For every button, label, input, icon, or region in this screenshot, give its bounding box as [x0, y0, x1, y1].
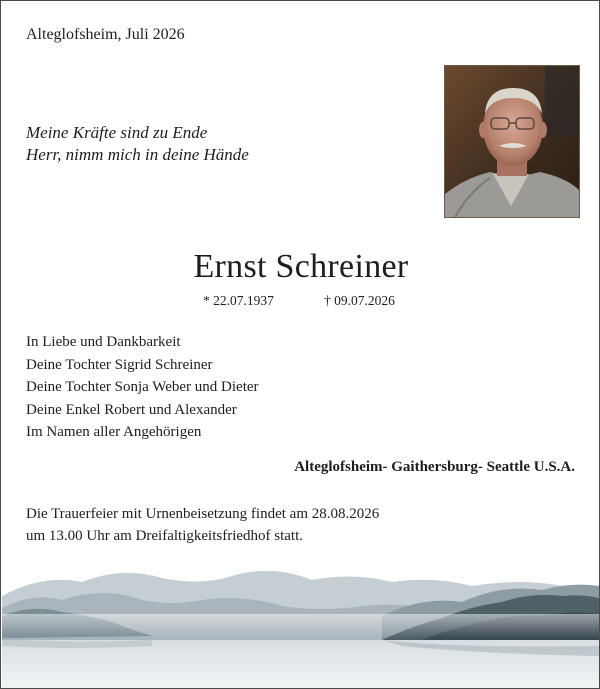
mourners-list	[26, 331, 259, 444]
misty-lake-landscape-image	[2, 556, 599, 688]
service-line-2: um 13.00 Uhr am Dreifaltigkeitsfriedhof statt.	[26, 528, 304, 544]
verse-line-2: Herr, nimm mich in deine Hände	[26, 145, 249, 164]
place-date: Alteglofsheim, Juli 2026	[26, 26, 185, 43]
family-locations: Alteglofsheim- Gaithersburg- Seattle U.S.A.	[294, 459, 575, 475]
mourner-line: Deine Enkel Robert und Alexander	[26, 401, 237, 418]
mourner-line: Deine Tochter Sonja Weber und Dieter	[26, 379, 259, 395]
service-line-1: Die Trauerfeier mit Urnenbeisetzung findet am 28.08.2026	[26, 506, 380, 522]
mourner-line: In Liebe und Dankbarkeit	[26, 334, 181, 350]
deceased-name: Ernst Schreiner	[193, 248, 409, 285]
portrait-photo	[444, 65, 580, 218]
funeral-service-info	[26, 503, 379, 547]
mourner-line: Im Namen aller Angehörigen	[26, 424, 202, 440]
mourner-line: Deine Tochter Sigrid Schreiner	[26, 356, 213, 373]
birth-date: * 22.07.1937	[203, 293, 274, 308]
verse-line-1: Meine Kräfte sind zu Ende	[26, 123, 208, 142]
memorial-verse	[26, 122, 249, 166]
death-date: † 09.07.2026	[324, 293, 395, 308]
